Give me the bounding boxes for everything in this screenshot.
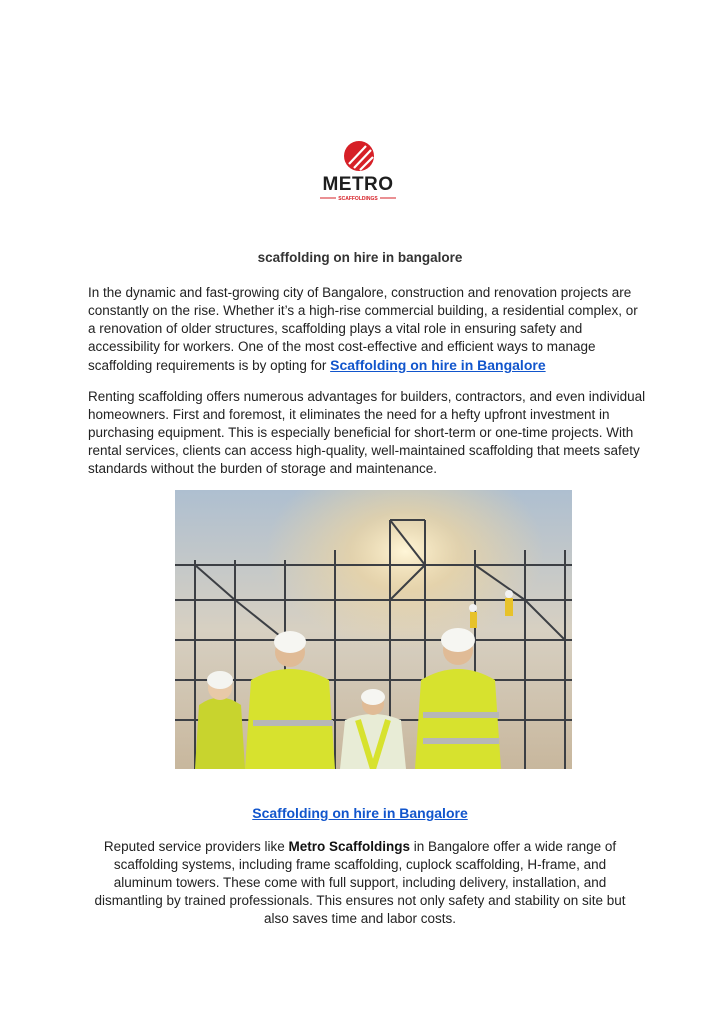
metro-scaffoldings-logo bbox=[316, 140, 400, 204]
logo-wordmark: METRO bbox=[322, 174, 394, 195]
intro-paragraph bbox=[88, 284, 648, 375]
providers-text-before: Reputed service providers like bbox=[103, 839, 289, 854]
benefits-paragraph: Renting scaffolding offers numerous advantages for builders, contractors, and even individual homeowners. First and foremost, it eliminates the need for a hefty upfront investment in purchasing equipment. This is especially beneficial for short-term or one-time projects. With rental services, clients can access high-quality, well-maintained scaffolding that meets safety standards without the burden of storage and maintenance. bbox=[88, 389, 646, 476]
providers-text-after: in Bangalore offer a wide range of scaffolding systems, including frame scaffolding, cuplock scaffolding, H-frame, and aluminum towers. These come with full support, including delivery, installation, and dismantling by trained professionals. This ensures not only safety and stability on site but also saves time and labor costs. bbox=[94, 839, 626, 926]
section-subheading bbox=[0, 805, 720, 823]
scaffolding-hire-link[interactable]: Scaffolding on hire in Bangalore bbox=[330, 357, 546, 373]
scaffolding-hire-subheading-link[interactable]: Scaffolding on hire in Bangalore bbox=[252, 805, 468, 821]
intro-text: In the dynamic and fast-growing city of Bangalore, construction and renovation projects are constantly on the rise. Whether it’s a high-rise commercial building, a residential complex, or a renovation of older structures, scaffolding plays a vital role in ensuring safety and accessibility for workers. One of the most cost-effective and efficient ways to manage scaffolding requirements is by opting for bbox=[88, 285, 638, 373]
providers-paragraph bbox=[90, 838, 630, 928]
construction-workers-scaffolding-photo bbox=[175, 490, 572, 769]
document-title: scaffolding on hire in bangalore bbox=[257, 250, 463, 265]
brand-name: Metro Scaffoldings bbox=[288, 839, 410, 854]
logo-tagline: SCAFFOLDINGS bbox=[338, 196, 378, 202]
